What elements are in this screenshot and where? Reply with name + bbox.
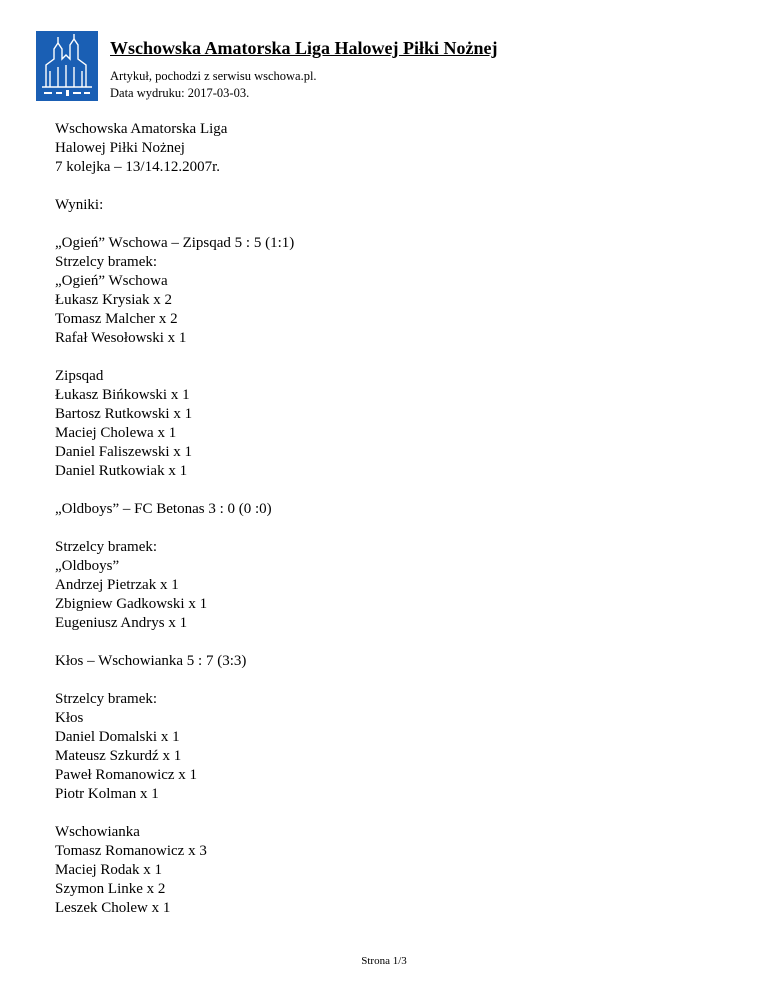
- article-paragraph: [55, 120, 294, 177]
- article-line: Tomasz Malcher x 2: [55, 311, 178, 327]
- article-paragraph: [55, 538, 294, 633]
- document-meta: [110, 68, 317, 102]
- article-line: Zbigniew Gadkowski x 1: [55, 596, 208, 612]
- article-line: Łukasz Bińkowski x 1: [55, 387, 190, 403]
- article-line: Paweł Romanowicz x 1: [55, 767, 198, 783]
- article-line: Strzelcy bramek:: [55, 691, 158, 707]
- article-paragraph: [55, 690, 294, 804]
- article-paragraph: [55, 823, 294, 918]
- article-line: Kłos – Wschowianka 5 : 7 (3:3): [55, 653, 247, 669]
- article-line: Mateusz Szkurdź x 1: [55, 748, 182, 764]
- article-line: „Ogień” Wschowa: [55, 273, 168, 289]
- article-line: Kłos: [55, 710, 84, 726]
- article-line: Halowej Piłki Nożnej: [55, 140, 185, 156]
- site-logo: [36, 31, 98, 101]
- article-line: „Oldboys” – FC Betonas 3 : 0 (0 :0): [55, 501, 272, 517]
- article-line: Wschowianka: [55, 824, 140, 840]
- article-paragraph: [55, 367, 294, 481]
- article-paragraph: [55, 500, 294, 519]
- print-date-line: Data wydruku: 2017-03-03.: [110, 86, 250, 100]
- article-line: Daniel Rutkowiak x 1: [55, 463, 188, 479]
- article-line: Szymon Linke x 2: [55, 881, 166, 897]
- article-line: Maciej Cholewa x 1: [55, 425, 177, 441]
- article-line: Piotr Kolman x 1: [55, 786, 159, 802]
- article-line: Wschowska Amatorska Liga: [55, 121, 228, 137]
- page-number: Strona 1/3: [361, 955, 407, 967]
- article-paragraph: [55, 652, 294, 671]
- article-line: Łukasz Krysiak x 2: [55, 292, 173, 308]
- document-title: Wschowska Amatorska Liga Halowej Piłki Nożnej: [110, 38, 498, 58]
- article-line: „Oldboys”: [55, 558, 120, 574]
- article-line: Eugeniusz Andrys x 1: [55, 615, 188, 631]
- article-line: Strzelcy bramek:: [55, 254, 158, 270]
- article-line: Daniel Domalski x 1: [55, 729, 180, 745]
- article-line: 7 kolejka – 13/14.12.2007r.: [55, 159, 220, 175]
- article-paragraph: [55, 196, 294, 215]
- article-paragraph: [55, 234, 294, 348]
- article-line: „Ogień” Wschowa – Zipsqad 5 : 5 (1:1): [55, 235, 295, 251]
- article-line: Zipsqad: [55, 368, 104, 384]
- article-line: Leszek Cholew x 1: [55, 900, 171, 916]
- town-hall-logo-icon: [36, 31, 98, 101]
- source-line: Artykuł, pochodzi z serwisu wschowa.pl.: [110, 69, 317, 83]
- article-line: Andrzej Pietrzak x 1: [55, 577, 179, 593]
- article-line: Bartosz Rutkowski x 1: [55, 406, 193, 422]
- article-line: Strzelcy bramek:: [55, 539, 158, 555]
- article-line: Maciej Rodak x 1: [55, 862, 163, 878]
- article-line: Tomasz Romanowicz x 3: [55, 843, 207, 859]
- article-line: Rafał Wesołowski x 1: [55, 330, 187, 346]
- article-body: [55, 120, 294, 937]
- article-line: Daniel Faliszewski x 1: [55, 444, 193, 460]
- article-line: Wyniki:: [55, 197, 104, 213]
